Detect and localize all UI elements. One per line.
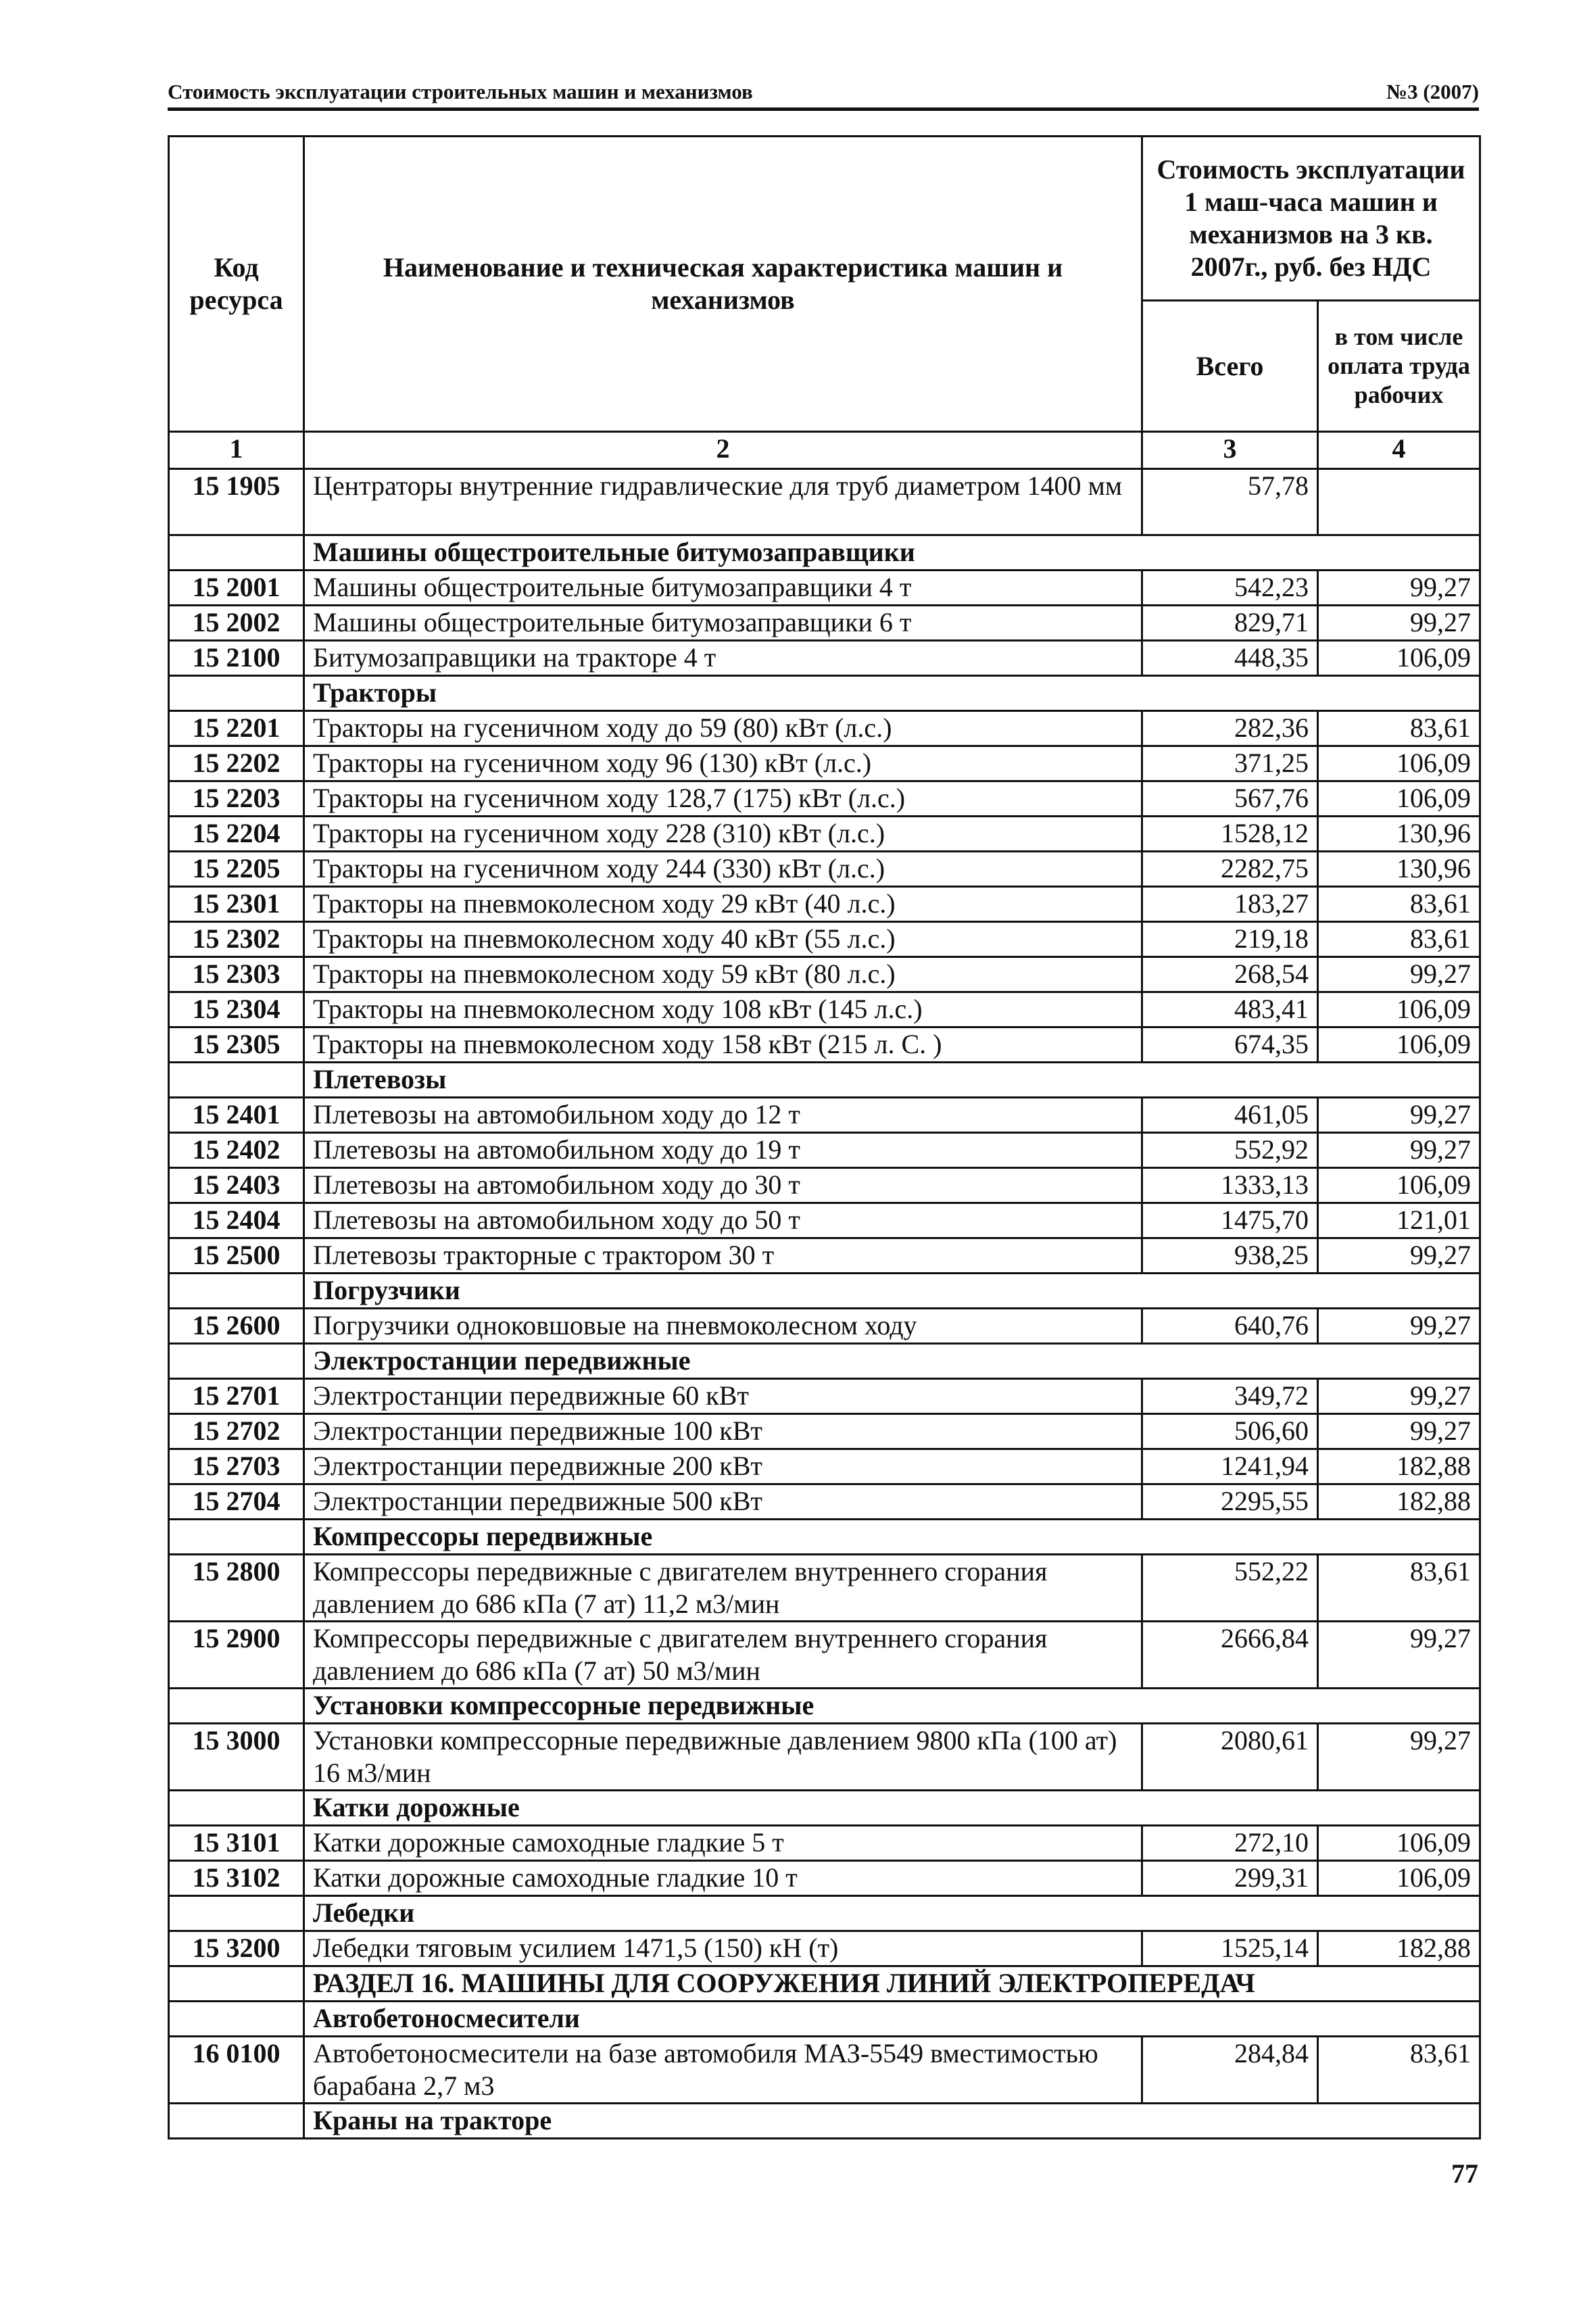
section-heading: Машины общестроительные битумозаправщики xyxy=(304,535,1480,571)
labor-cost-cell xyxy=(1318,469,1480,535)
labor-cost-cell: 130,96 xyxy=(1318,817,1480,852)
table-row xyxy=(169,641,1480,676)
total-cost-cell: 542,23 xyxy=(1142,571,1318,606)
table-row xyxy=(169,922,1480,957)
table-row xyxy=(169,1027,1480,1063)
table-row xyxy=(169,1168,1480,1203)
header-total: Всего xyxy=(1142,301,1318,432)
resource-code-cell: 15 2704 xyxy=(169,1484,304,1520)
labor-cost-cell: 99,27 xyxy=(1318,606,1480,641)
machine-name-cell: Лебедки тяговым усилием 1471,5 (150) кН (т) xyxy=(304,1931,1142,1966)
table-row xyxy=(169,1555,1480,1622)
part-heading-row xyxy=(169,1966,1480,2002)
table-row xyxy=(169,2037,1480,2104)
total-cost-cell: 448,35 xyxy=(1142,641,1318,676)
resource-code-cell: 15 2205 xyxy=(169,852,304,887)
table-row xyxy=(169,711,1480,746)
machine-name-cell: Тракторы на гусеничном ходу 96 (130) кВт (л.с.) xyxy=(304,746,1142,781)
resource-code-cell: 15 2303 xyxy=(169,957,304,992)
labor-cost-cell: 99,27 xyxy=(1318,1133,1480,1168)
table-row xyxy=(169,1622,1480,1689)
machine-name-cell: Погрузчики одноковшовые на пневмоколесном ходу xyxy=(304,1309,1142,1344)
running-title: Стоимость эксплуатации строительных машин и механизмов xyxy=(168,80,753,103)
empty-code-cell xyxy=(169,2104,304,2139)
total-cost-cell: 2666,84 xyxy=(1142,1622,1318,1689)
table-row xyxy=(169,1861,1480,1896)
table-row xyxy=(169,1098,1480,1133)
resource-code-cell: 15 2202 xyxy=(169,746,304,781)
resource-code-cell: 15 2900 xyxy=(169,1622,304,1689)
labor-cost-cell: 182,88 xyxy=(1318,1449,1480,1484)
total-cost-cell: 1475,70 xyxy=(1142,1203,1318,1238)
labor-cost-cell: 182,88 xyxy=(1318,1484,1480,1520)
total-cost-cell: 640,76 xyxy=(1142,1309,1318,1344)
machine-name-cell: Электростанции передвижные 500 кВт xyxy=(304,1484,1142,1520)
total-cost-cell: 299,31 xyxy=(1142,1861,1318,1896)
empty-code-cell xyxy=(169,1344,304,1379)
section-heading: Краны на тракторе xyxy=(304,2104,1480,2139)
resource-code-cell: 15 2500 xyxy=(169,1238,304,1274)
table-row xyxy=(169,852,1480,887)
resource-code-cell: 15 2703 xyxy=(169,1449,304,1484)
resource-code-cell: 15 2402 xyxy=(169,1133,304,1168)
machine-name-cell: Плетевозы тракторные с трактором 30 т xyxy=(304,1238,1142,1274)
empty-code-cell xyxy=(169,1274,304,1309)
total-cost-cell: 2282,75 xyxy=(1142,852,1318,887)
labor-cost-cell: 99,27 xyxy=(1318,957,1480,992)
table-row xyxy=(169,469,1480,535)
machine-name-cell: Электростанции передвижные 200 кВт xyxy=(304,1449,1142,1484)
total-cost-cell: 552,92 xyxy=(1142,1133,1318,1168)
table-row xyxy=(169,1203,1480,1238)
resource-code-cell: 15 2800 xyxy=(169,1555,304,1622)
resource-code-cell: 15 2401 xyxy=(169,1098,304,1133)
header-name: Наименование и техническая характеристика машин и механизмов xyxy=(304,137,1142,432)
total-cost-cell: 1333,13 xyxy=(1142,1168,1318,1203)
total-cost-cell: 552,22 xyxy=(1142,1555,1318,1622)
labor-cost-cell: 99,27 xyxy=(1318,571,1480,606)
machine-name-cell: Тракторы на гусеничном ходу 128,7 (175) кВт (л.с.) xyxy=(304,781,1142,817)
table-row xyxy=(169,571,1480,606)
labor-cost-cell: 83,61 xyxy=(1318,711,1480,746)
machine-name-cell: Катки дорожные самоходные гладкие 10 т xyxy=(304,1861,1142,1896)
section-heading-row xyxy=(169,1689,1480,1724)
empty-code-cell xyxy=(169,1689,304,1724)
table-row xyxy=(169,887,1480,922)
machine-name-cell: Тракторы на пневмоколесном ходу 29 кВт (40 л.с.) xyxy=(304,887,1142,922)
total-cost-cell: 219,18 xyxy=(1142,922,1318,957)
resource-code-cell: 15 2203 xyxy=(169,781,304,817)
labor-cost-cell: 99,27 xyxy=(1318,1098,1480,1133)
resource-code-cell: 15 3200 xyxy=(169,1931,304,1966)
labor-cost-cell: 99,27 xyxy=(1318,1238,1480,1274)
table-row xyxy=(169,781,1480,817)
resource-code-cell: 15 2001 xyxy=(169,571,304,606)
section-heading-row xyxy=(169,1791,1480,1826)
header-labor: в том числе оплата труда рабочих xyxy=(1318,301,1480,432)
machine-name-cell: Тракторы на гусеничном ходу 244 (330) кВт (л.с.) xyxy=(304,852,1142,887)
total-cost-cell: 1528,12 xyxy=(1142,817,1318,852)
empty-code-cell xyxy=(169,1966,304,2002)
empty-code-cell xyxy=(169,535,304,571)
resource-code-cell: 15 3102 xyxy=(169,1861,304,1896)
machine-name-cell: Плетевозы на автомобильном ходу до 19 т xyxy=(304,1133,1142,1168)
total-cost-cell: 183,27 xyxy=(1142,887,1318,922)
machine-name-cell: Автобетоносмесители на базе автомобиля МАЗ-5549 вместимостью барабана 2,7 м3 xyxy=(304,2037,1142,2104)
labor-cost-cell: 99,27 xyxy=(1318,1379,1480,1414)
total-cost-cell: 483,41 xyxy=(1142,992,1318,1027)
total-cost-cell: 1525,14 xyxy=(1142,1931,1318,1966)
resource-code-cell: 16 0100 xyxy=(169,2037,304,2104)
resource-code-cell: 15 2100 xyxy=(169,641,304,676)
resource-code-cell: 15 1905 xyxy=(169,469,304,535)
section-heading-row xyxy=(169,676,1480,711)
issue-number: №3 (2007) xyxy=(1386,80,1479,103)
total-cost-cell: 57,78 xyxy=(1142,469,1318,535)
machine-name-cell: Машины общестроительные битумозаправщики 6 т xyxy=(304,606,1142,641)
resource-code-cell: 15 2702 xyxy=(169,1414,304,1449)
machine-name-cell: Тракторы на пневмоколесном ходу 40 кВт (55 л.с.) xyxy=(304,922,1142,957)
machine-name-cell: Центраторы внутренние гидравлические для труб диаметром 1400 мм xyxy=(304,469,1142,535)
empty-code-cell xyxy=(169,1520,304,1555)
labor-cost-cell: 106,09 xyxy=(1318,746,1480,781)
section-heading-row xyxy=(169,1274,1480,1309)
labor-cost-cell: 106,09 xyxy=(1318,992,1480,1027)
section-heading: Установки компрессорные передвижные xyxy=(304,1689,1480,1724)
section-heading-row xyxy=(169,1344,1480,1379)
labor-cost-cell: 106,09 xyxy=(1318,1027,1480,1063)
machine-name-cell: Плетевозы на автомобильном ходу до 30 т xyxy=(304,1168,1142,1203)
section-heading-row xyxy=(169,2002,1480,2037)
table-row xyxy=(169,1238,1480,1274)
table-row xyxy=(169,1826,1480,1861)
table-row xyxy=(169,1931,1480,1966)
section-heading: Тракторы xyxy=(304,676,1480,711)
total-cost-cell: 349,72 xyxy=(1142,1379,1318,1414)
total-cost-cell: 284,84 xyxy=(1142,2037,1318,2104)
column-index-2: 2 xyxy=(304,432,1142,469)
table-row xyxy=(169,746,1480,781)
resource-code-cell: 15 2304 xyxy=(169,992,304,1027)
labor-cost-cell: 99,27 xyxy=(1318,1309,1480,1344)
resource-code-cell: 15 2201 xyxy=(169,711,304,746)
section-heading: Автобетоносмесители xyxy=(304,2002,1480,2037)
machine-name-cell: Тракторы на пневмоколесном ходу 158 кВт (215 л. С. ) xyxy=(304,1027,1142,1063)
header-cost: Стоимость эксплуатации 1 маш-часа машин и механизмов на 3 кв. 2007г., руб. без НДС xyxy=(1142,137,1480,301)
machine-name-cell: Тракторы на гусеничном ходу до 59 (80) кВт (л.с.) xyxy=(304,711,1142,746)
machine-name-cell: Тракторы на гусеничном ходу 228 (310) кВт (л.с.) xyxy=(304,817,1142,852)
machine-name-cell: Тракторы на пневмоколесном ходу 59 кВт (80 л.с.) xyxy=(304,957,1142,992)
resource-code-cell: 15 2204 xyxy=(169,817,304,852)
machine-name-cell: Тракторы на пневмоколесном ходу 108 кВт (145 л.с.) xyxy=(304,992,1142,1027)
labor-cost-cell: 99,27 xyxy=(1318,1622,1480,1689)
machine-name-cell: Плетевозы на автомобильном ходу до 50 т xyxy=(304,1203,1142,1238)
total-cost-cell: 371,25 xyxy=(1142,746,1318,781)
section-heading-row xyxy=(169,1520,1480,1555)
empty-code-cell xyxy=(169,1063,304,1098)
table-row xyxy=(169,992,1480,1027)
table-row xyxy=(169,957,1480,992)
resource-code-cell: 15 2301 xyxy=(169,887,304,922)
section-heading: Лебедки xyxy=(304,1896,1480,1931)
running-header xyxy=(168,73,1479,107)
section-heading: Погрузчики xyxy=(304,1274,1480,1309)
section-heading: Плетевозы xyxy=(304,1063,1480,1098)
resource-code-cell: 15 2600 xyxy=(169,1309,304,1344)
labor-cost-cell: 83,61 xyxy=(1318,2037,1480,2104)
column-index-4: 4 xyxy=(1318,432,1480,469)
total-cost-cell: 567,76 xyxy=(1142,781,1318,817)
labor-cost-cell: 106,09 xyxy=(1318,1861,1480,1896)
page-number: 77 xyxy=(1451,2158,1478,2189)
total-cost-cell: 938,25 xyxy=(1142,1238,1318,1274)
machine-name-cell: Установки компрессорные передвижные давлением 9800 кПа (100 ат) 16 м3/мин xyxy=(304,1724,1142,1791)
section-heading-row xyxy=(169,2104,1480,2139)
machine-name-cell: Битумозаправщики на тракторе 4 т xyxy=(304,641,1142,676)
table-row xyxy=(169,1484,1480,1520)
header-code: Код ресурса xyxy=(169,137,304,432)
labor-cost-cell: 130,96 xyxy=(1318,852,1480,887)
machine-name-cell: Компрессоры передвижные с двигателем внутреннего сгорания давлением до 686 кПа (7 ат) 50 м3/мин xyxy=(304,1622,1142,1689)
empty-code-cell xyxy=(169,1896,304,1931)
total-cost-cell: 2295,55 xyxy=(1142,1484,1318,1520)
total-cost-cell: 506,60 xyxy=(1142,1414,1318,1449)
part-heading: РАЗДЕЛ 16. МАШИНЫ ДЛЯ СООРУЖЕНИЯ ЛИНИЙ ЭЛЕКТРОПЕРЕДАЧ xyxy=(304,1966,1480,2002)
table-row xyxy=(169,1309,1480,1344)
total-cost-cell: 1241,94 xyxy=(1142,1449,1318,1484)
table-row xyxy=(169,1133,1480,1168)
total-cost-cell: 272,10 xyxy=(1142,1826,1318,1861)
resource-code-cell: 15 2403 xyxy=(169,1168,304,1203)
table-row xyxy=(169,606,1480,641)
labor-cost-cell: 83,61 xyxy=(1318,1555,1480,1622)
machine-name-cell: Компрессоры передвижные с двигателем внутреннего сгорания давлением до 686 кПа (7 ат) 11,2 м3/мин xyxy=(304,1555,1142,1622)
total-cost-cell: 461,05 xyxy=(1142,1098,1318,1133)
section-heading: Электростанции передвижные xyxy=(304,1344,1480,1379)
labor-cost-cell: 106,09 xyxy=(1318,641,1480,676)
labor-cost-cell: 121,01 xyxy=(1318,1203,1480,1238)
labor-cost-cell: 83,61 xyxy=(1318,887,1480,922)
table-row xyxy=(169,817,1480,852)
total-cost-cell: 2080,61 xyxy=(1142,1724,1318,1791)
resource-code-cell: 15 2302 xyxy=(169,922,304,957)
labor-cost-cell: 83,61 xyxy=(1318,922,1480,957)
header-rule xyxy=(168,107,1479,111)
labor-cost-cell: 99,27 xyxy=(1318,1724,1480,1791)
labor-cost-cell: 106,09 xyxy=(1318,1168,1480,1203)
total-cost-cell: 674,35 xyxy=(1142,1027,1318,1063)
machine-name-cell: Плетевозы на автомобильном ходу до 12 т xyxy=(304,1098,1142,1133)
resource-code-cell: 15 2002 xyxy=(169,606,304,641)
resource-code-cell: 15 2701 xyxy=(169,1379,304,1414)
column-index-1: 1 xyxy=(169,432,304,469)
labor-cost-cell: 99,27 xyxy=(1318,1414,1480,1449)
labor-cost-cell: 182,88 xyxy=(1318,1931,1480,1966)
total-cost-cell: 282,36 xyxy=(1142,711,1318,746)
section-heading-row xyxy=(169,535,1480,571)
resource-code-cell: 15 3101 xyxy=(169,1826,304,1861)
resource-code-cell: 15 2305 xyxy=(169,1027,304,1063)
machine-name-cell: Электростанции передвижные 60 кВт xyxy=(304,1379,1142,1414)
resource-code-cell: 15 3000 xyxy=(169,1724,304,1791)
table-row xyxy=(169,1414,1480,1449)
empty-code-cell xyxy=(169,1791,304,1826)
table-row xyxy=(169,1724,1480,1791)
table-row xyxy=(169,1449,1480,1484)
section-heading: Компрессоры передвижные xyxy=(304,1520,1480,1555)
machines-cost-table xyxy=(168,135,1481,2139)
total-cost-cell: 268,54 xyxy=(1142,957,1318,992)
machine-name-cell: Электростанции передвижные 100 кВт xyxy=(304,1414,1142,1449)
section-heading: Катки дорожные xyxy=(304,1791,1480,1826)
resource-code-cell: 15 2404 xyxy=(169,1203,304,1238)
machine-name-cell: Катки дорожные самоходные гладкие 5 т xyxy=(304,1826,1142,1861)
total-cost-cell: 829,71 xyxy=(1142,606,1318,641)
machine-name-cell: Машины общестроительные битумозаправщики 4 т xyxy=(304,571,1142,606)
labor-cost-cell: 106,09 xyxy=(1318,781,1480,817)
empty-code-cell xyxy=(169,2002,304,2037)
column-index-3: 3 xyxy=(1142,432,1318,469)
labor-cost-cell: 106,09 xyxy=(1318,1826,1480,1861)
empty-code-cell xyxy=(169,676,304,711)
section-heading-row xyxy=(169,1063,1480,1098)
table-row xyxy=(169,1379,1480,1414)
section-heading-row xyxy=(169,1896,1480,1931)
